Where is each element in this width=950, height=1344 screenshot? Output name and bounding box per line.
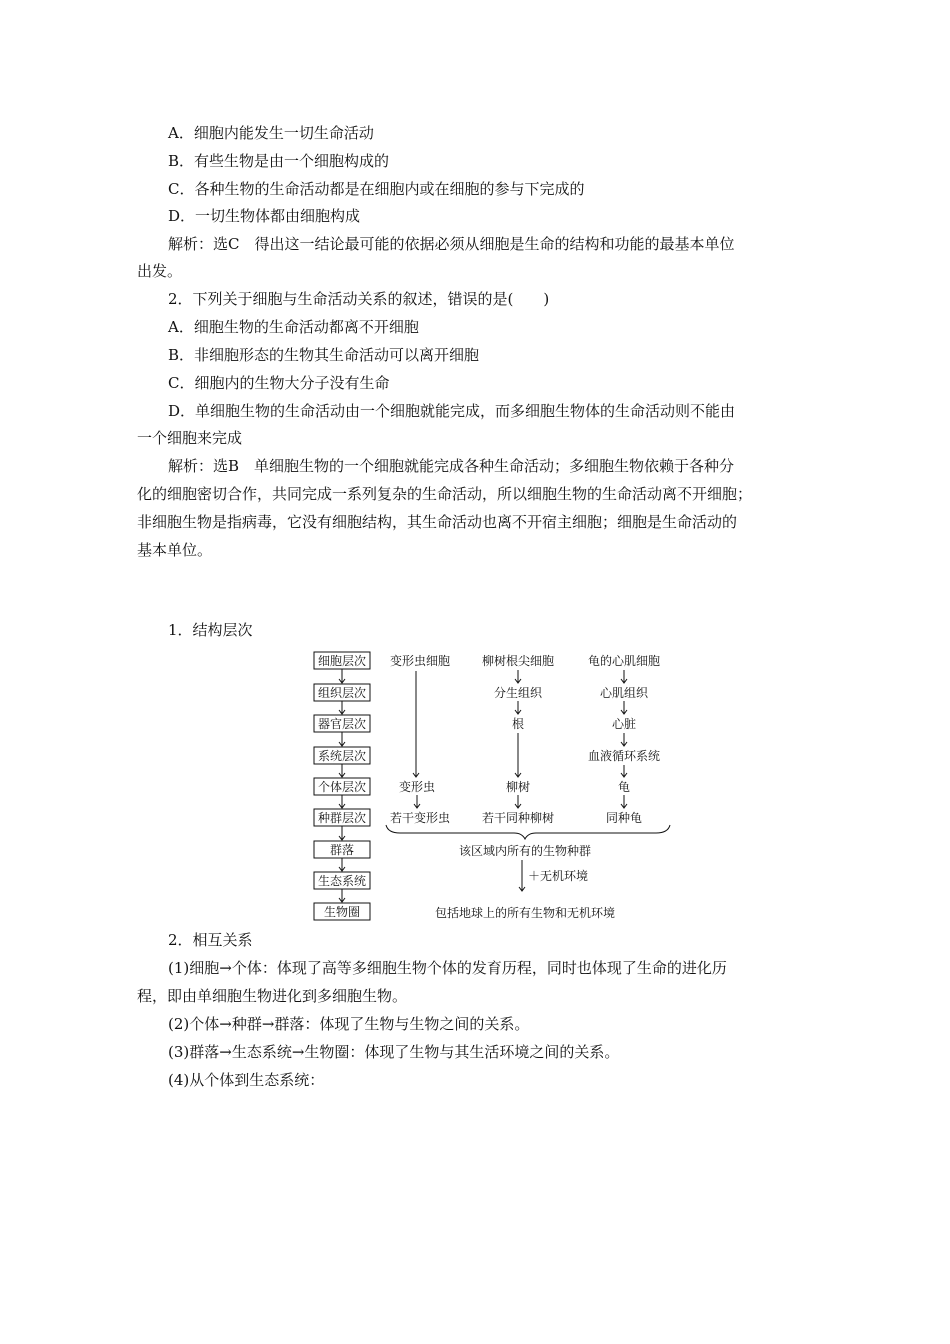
col2-population: 若干同种柳树	[481, 811, 555, 825]
col2-individual: 柳树	[505, 780, 531, 794]
level-cell: 细胞层次	[317, 654, 367, 668]
q2-analysis-line2: 化的细胞密切合作，共同完成一系列复杂的生命活动，所以细胞生物的生命活动离不开细胞；	[137, 485, 753, 503]
col3-organ: 心脏	[611, 717, 637, 731]
community-label: 该区域内所有的生物种群	[458, 844, 592, 858]
q2-stem: 2．下列关于细胞与生命活动关系的叙述，错误的是( )	[168, 290, 550, 308]
q1-option-a: A．细胞内能发生一切生命活动	[168, 124, 374, 142]
section2-line2: 程，即由单细胞生物进化到多细胞生物。	[137, 987, 408, 1005]
q1-option-d: D．一切生物体都由细胞构成	[168, 207, 361, 225]
level-system: 系统层次	[317, 749, 367, 763]
col3-population: 同种龟	[605, 811, 643, 825]
section2-line1: (1)细胞→个体：体现了高等多细胞生物个体的发育历程，同时也体现了生命的进化历	[168, 959, 727, 977]
section1-heading: 1．结构层次	[168, 621, 253, 639]
col3-individual: 龟	[617, 780, 631, 794]
level-organ: 器官层次	[317, 717, 367, 731]
col2-cell: 柳树根尖细胞	[481, 654, 555, 668]
plus-abiotic-label: ＋无机环境	[528, 869, 589, 883]
col1-individual: 变形虫	[398, 780, 436, 794]
col1-population: 若干变形虫	[389, 811, 451, 825]
q2-option-c: C．细胞内的生物大分子没有生命	[168, 374, 390, 392]
level-biosphere: 生物圈	[323, 905, 361, 919]
q2-analysis-line4: 基本单位。	[137, 541, 213, 559]
q2-analysis-line3: 非细胞生物是指病毒，它没有细胞结构，其生命活动也离不开宿主细胞；细胞是生命活动的	[137, 513, 738, 531]
community-arrow	[519, 860, 525, 891]
q2-option-a: A．细胞生物的生命活动都离不开细胞	[168, 318, 419, 336]
col2-tissue: 分生组织	[493, 686, 543, 700]
biosphere-label: 包括地球上的所有生物和无机环境	[434, 906, 616, 920]
q1-option-b: B．有些生物是由一个细胞构成的	[168, 152, 390, 170]
level-population: 种群层次	[317, 811, 367, 825]
level-community: 群落	[329, 843, 355, 857]
col3-tissue: 心肌组织	[599, 686, 649, 700]
level-individual: 个体层次	[317, 780, 367, 794]
col3-system: 血液循环系统	[587, 749, 661, 763]
col1-cell: 变形虫细胞	[389, 654, 451, 668]
section2-heading: 2．相互关系	[168, 931, 253, 949]
level-tissue: 组织层次	[317, 686, 367, 700]
q1-option-c: C．各种生物的生命活动都是在细胞内或在细胞的参与下完成的	[168, 180, 585, 198]
q2-analysis-line1: 解析：选B 单细胞生物的一个细胞就能完成各种生命活动；多细胞生物依赖于各种分	[168, 457, 735, 475]
q2-option-d-cont: 一个细胞来完成	[137, 429, 243, 447]
structure-hierarchy-diagram	[300, 645, 680, 925]
col3-cell: 龟的心肌细胞	[587, 654, 661, 668]
section2-line3: (2)个体→种群→群落：体现了生物与生物之间的关系。	[168, 1015, 530, 1033]
population-brace	[386, 825, 670, 839]
q1-analysis-line2: 出发。	[137, 262, 183, 280]
q2-option-b: B．非细胞形态的生物其生命活动可以离开细胞	[168, 346, 480, 364]
section2-line5: (4)从个体到生态系统：	[168, 1071, 325, 1089]
col2-organ: 根	[511, 717, 525, 731]
col1-arrow-short	[414, 795, 420, 808]
q1-analysis-line1: 解析：选C 得出这一结论最可能的依据必须从细胞是生命的结构和功能的最基本单位	[168, 235, 735, 253]
col1-arrow-long	[413, 671, 419, 777]
level-ecosystem: 生态系统	[317, 874, 367, 888]
q2-option-d: D．单细胞生物的生命活动由一个细胞就能完成，而多细胞生物体的生命活动则不能由	[168, 402, 736, 420]
section2-line4: (3)群落→生态系统→生物圈：体现了生物与其生活环境之间的关系。	[168, 1043, 620, 1061]
